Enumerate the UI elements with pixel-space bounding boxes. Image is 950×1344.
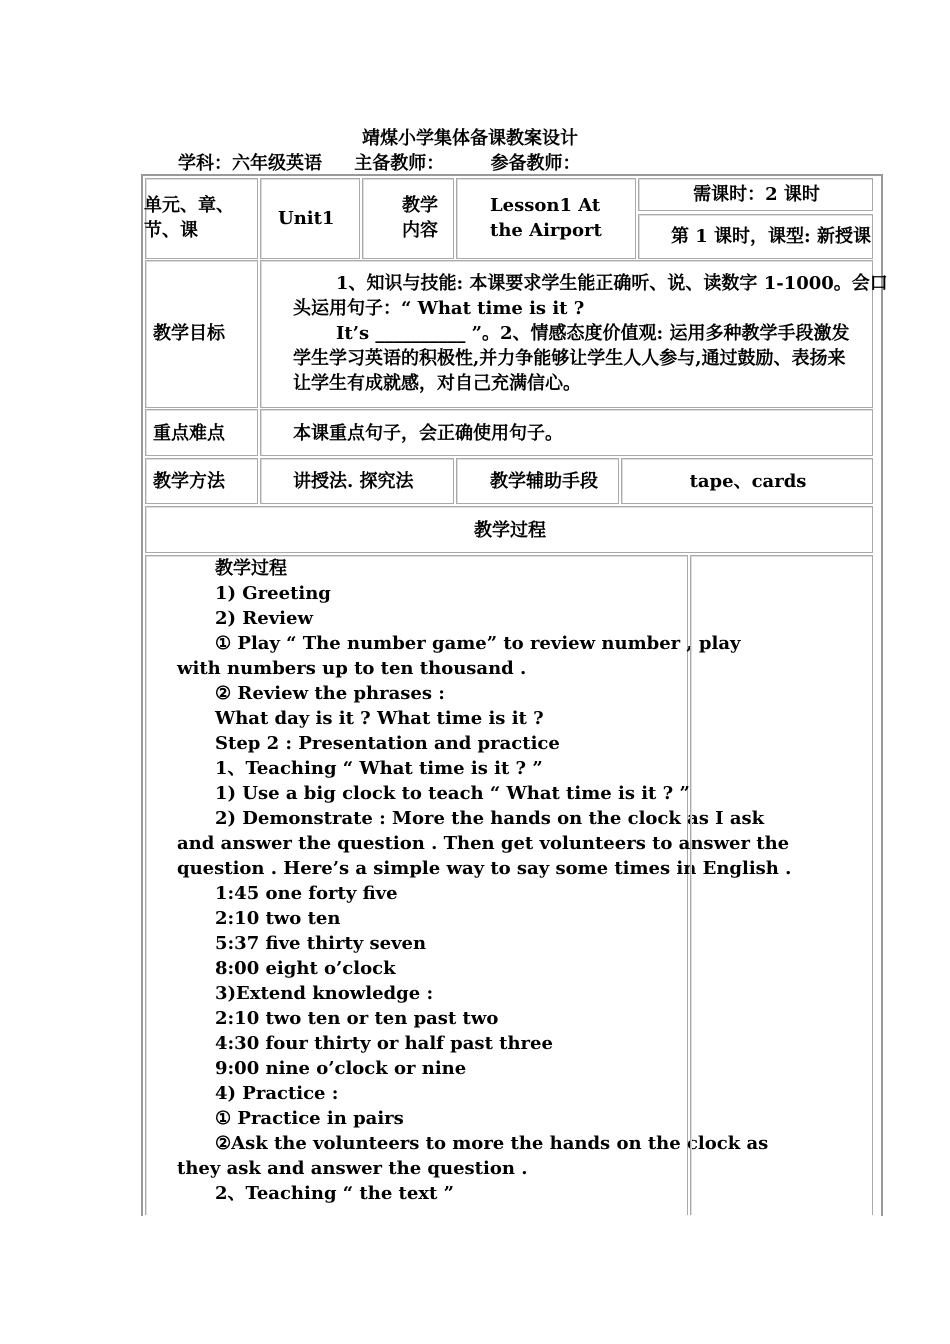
key-label: 重点难点 [153,423,225,444]
content-label-cell [362,178,454,259]
process-line: ②Ask the volunteers to more the hands on the clock as [215,1133,769,1154]
process-line: 4:30 four thirty or half past three [215,1033,553,1054]
hours-required: 需课时：2 课时 [693,184,820,205]
process-line: Step 2 : Presentation and practice [215,733,560,754]
process-line: 2、Teaching “ the text ” [215,1183,454,1204]
unit-value-cell [260,178,360,259]
objectives-line-4: 学生学习英语的积极性,并力争能够让学生人人参与,通过鼓励、表扬来 [293,348,846,369]
objectives-line-1: 1、知识与技能: 本课要求学生能正确听、说、读数字 1-1000。会口 [336,273,888,294]
process-header: 教学过程 [474,520,546,541]
process-line: 8:00 eight o’clock [215,958,396,979]
aids-value: tape、cards [689,471,807,492]
objectives-cell [260,260,888,408]
process-line: 2) Demonstrate : More the hands on the clock as I ask [215,808,765,829]
header-info-line [178,149,607,175]
process-line: 教学过程 [215,558,287,579]
process-line: 1、Teaching “ What time is it ? ” [215,758,543,779]
objectives-label: 教学目标 [153,323,225,344]
unit-label-cell [145,178,258,259]
key-value-cell [260,409,873,456]
lesson-info-cell [638,214,873,259]
aids-label: 教学辅助手段 [490,471,598,492]
method-value-cell [260,458,454,504]
process-line: 1) Use a big clock to teach “ What time is it ? ” [215,783,690,804]
lesson-info: 第 1 课时，课型: 新授课 [671,226,871,247]
method-value: 讲授法. 探究法 [293,471,414,492]
key-value: 本课重点句子，会正确使用句子。 [293,423,563,444]
process-line: ② Review the phrases : [215,683,445,704]
process-line: 1:45 one forty five [215,883,398,904]
unit-label: 单元、章、节、课 [144,195,234,241]
method-label-cell [145,458,258,504]
process-line: 4) Practice : [215,1083,339,1104]
process-line: 3)Extend knowledge : [215,983,434,1004]
subject-label: 学科：六年级英语 [178,153,322,174]
process-line: What day is it ? What time is it ? [215,708,544,729]
method-label: 教学方法 [153,471,225,492]
page-title: 靖煤小学集体备课教案设计 [362,128,578,149]
process-notes-cell [690,555,873,1215]
content-label: 教学内容 [402,195,438,241]
objectives-line-3: It’s __________ ”。2、情感态度价值观: 运用多种教学手段激发 [336,323,850,344]
content-value-cell [456,178,636,259]
objectives-line-5: 让学生有成就感，对自己充满信心。 [293,373,581,394]
process-body-cell [145,555,792,1215]
process-line: and answer the question . Then get volunteers to answer the [177,833,790,854]
lead-teacher-label: 主备教师： [354,153,445,174]
process-line: with numbers up to ten thousand . [177,658,527,679]
content-value: Lesson1 At the Airport [490,195,602,241]
process-line: 2:10 two ten or ten past two [215,1008,499,1029]
process-line: ① Play “ The number game” to review number , play [215,633,741,654]
unit-value: Unit1 [278,208,335,229]
process-line: 2) Review [215,608,313,629]
process-line: 1) Greeting [215,583,331,604]
process-line: question . Here’s a simple way to say some times in English . [177,858,792,879]
process-line: ① Practice in pairs [215,1108,404,1129]
aids-value-cell [621,458,873,504]
objectives-label-cell [145,260,258,408]
participants-label: 参备教师： [490,153,581,174]
aids-label-cell [456,458,619,504]
process-line: 2:10 two ten [215,908,341,929]
process-header-cell [145,506,873,553]
hours-cell [638,178,873,211]
objectives-line-2: 头运用句子：“ What time is it ? [293,298,585,319]
key-label-cell [145,409,258,456]
process-line: 5:37 five thirty seven [215,933,427,954]
process-line: 9:00 nine o’clock or nine [215,1058,467,1079]
process-line: they ask and answer the question . [177,1158,528,1179]
